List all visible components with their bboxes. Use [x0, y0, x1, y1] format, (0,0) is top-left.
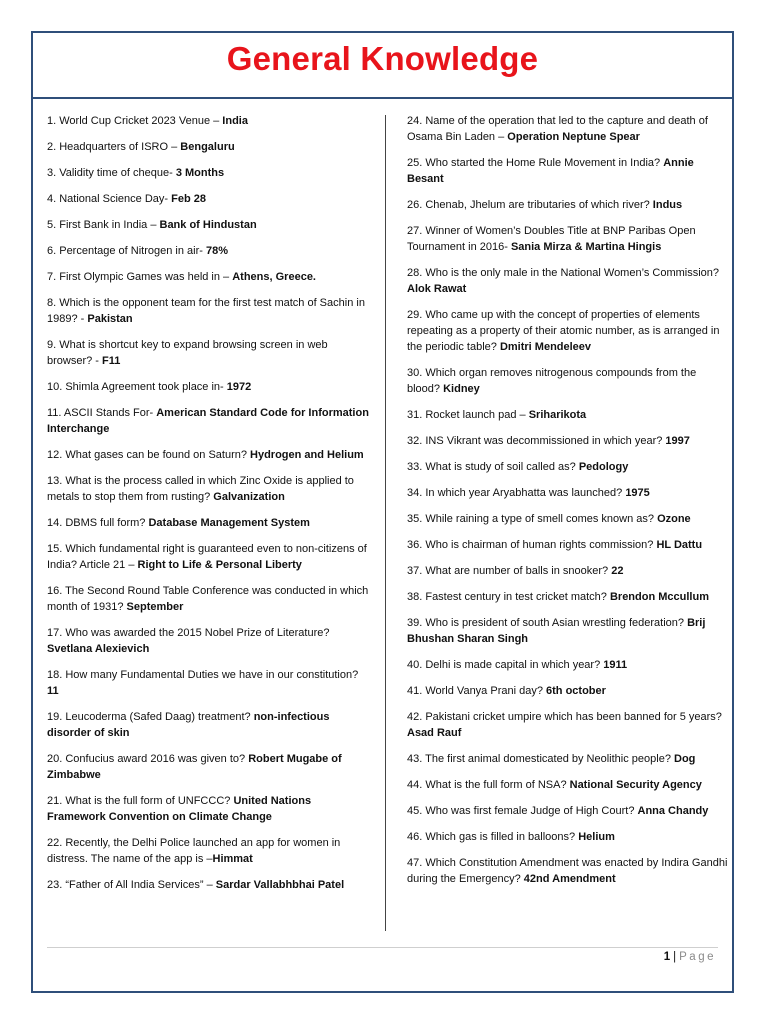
question-item	[407, 223, 729, 255]
question-text: 2. Headquarters of ISRO –	[47, 141, 181, 153]
question-text: 43. The first animal domesticated by Neolithic people?	[407, 753, 674, 765]
question-item	[47, 295, 369, 327]
answer-text: National Security Agency	[569, 779, 702, 791]
footer-rule	[47, 947, 718, 948]
question-text: 36. Who is chairman of human rights commission?	[407, 539, 657, 551]
question-item	[407, 589, 729, 605]
question-item	[407, 459, 729, 475]
question-text: 13. What is the process called in which Zinc Oxide is applied to metals to stop them from rusting?	[47, 475, 354, 503]
question-text: 15. Which fundamental right is guaranteed even to non-citizens of India? Article 21 –	[47, 543, 367, 571]
question-item	[407, 709, 729, 741]
question-item	[47, 191, 369, 207]
question-text: 8. Which is the opponent team for the first test match of Sachin in 1989? -	[47, 297, 365, 325]
question-text: 34. In which year Aryabhatta was launched?	[407, 487, 626, 499]
question-item	[407, 777, 729, 793]
answer-text: American Standard Code for Information Interchange	[47, 407, 369, 435]
question-item	[407, 433, 729, 449]
question-item	[407, 751, 729, 767]
question-text: 38. Fastest century in test cricket match?	[407, 591, 610, 603]
question-item	[47, 113, 369, 129]
question-text: 21. What is the full form of UNFCCC?	[47, 795, 234, 807]
footer-separator: |	[673, 951, 677, 963]
question-item	[47, 405, 369, 437]
question-text: 18. How many Fundamental Duties we have in our constitution?	[47, 669, 359, 681]
answer-text: 11	[47, 685, 59, 697]
question-item	[47, 269, 369, 285]
answer-text: F11	[102, 355, 121, 367]
question-text: 29. Who came up with the concept of properties of elements repeating as a property of their atomic number, as is arranged in the periodic table?	[407, 309, 720, 353]
question-text: 17. Who was awarded the 2015 Nobel Prize of Literature?	[47, 627, 330, 639]
question-item	[407, 511, 729, 527]
question-text: 7. First Olympic Games was held in –	[47, 271, 233, 283]
question-text: 11. ASCII Stands For-	[47, 407, 157, 419]
question-item	[407, 803, 729, 819]
question-text: 5. First Bank in India –	[47, 219, 160, 231]
question-text: 10. Shimla Agreement took place in-	[47, 381, 227, 393]
answer-text: Pedology	[578, 461, 629, 473]
question-item	[47, 165, 369, 181]
answer-text: 42nd Amendment	[523, 873, 616, 885]
question-text: 40. Delhi is made capital in which year?	[407, 659, 604, 671]
question-item	[407, 657, 729, 673]
answer-text: Brendon Mccullum	[609, 591, 709, 603]
question-item	[407, 537, 729, 553]
answer-text: Feb 28	[171, 193, 206, 205]
question-item	[407, 307, 729, 355]
answer-text: Asad Rauf	[407, 727, 462, 739]
column-divider	[385, 115, 386, 931]
page-title: General Knowledge	[226, 40, 539, 77]
question-text: 35. While raining a type of smell comes known as?	[407, 513, 658, 525]
question-text: 45. Who was first female Judge of High Court?	[407, 805, 638, 817]
answer-text: Helium	[578, 831, 615, 843]
answer-text: 1997	[665, 435, 690, 447]
question-text: 44. What is the full form of NSA?	[407, 779, 570, 791]
question-text: 30. Which organ removes nitrogenous compounds from the blood?	[407, 367, 697, 395]
answer-text: 1911	[603, 659, 628, 671]
answer-text: September	[126, 601, 184, 613]
question-text: 28. Who is the only male in the National Women’s Commission?	[407, 267, 720, 279]
question-item	[47, 515, 369, 531]
answer-text: 1975	[625, 487, 650, 499]
question-text: 33. What is study of soil called as?	[407, 461, 579, 473]
answer-text: Anna Chandy	[637, 805, 709, 817]
page-number: 1	[663, 951, 671, 963]
answer-text: Athens, Greece.	[232, 271, 316, 283]
question-item	[47, 877, 369, 893]
answer-text: Bank of Hindustan	[159, 219, 257, 231]
question-item	[47, 217, 369, 233]
question-text: 31. Rocket launch pad –	[407, 409, 529, 421]
answer-text: Pakistan	[87, 313, 133, 325]
question-item	[407, 683, 729, 699]
answer-text: Dmitri Mendeleev	[499, 341, 592, 353]
question-text: 26. Chenab, Jhelum are tributaries of which river?	[407, 199, 653, 211]
answer-text: Sriharikota	[528, 409, 587, 421]
question-text: 41. World Vanya Prani day?	[407, 685, 547, 697]
question-text: 3. Validity time of cheque-	[47, 167, 176, 179]
question-item	[407, 197, 729, 213]
left-column	[47, 113, 369, 903]
question-text: 1. World Cup Cricket 2023 Venue –	[47, 115, 223, 127]
question-item	[407, 485, 729, 501]
answer-text: HL Dattu	[656, 539, 703, 551]
question-text: 24. Name of the operation that led to the capture and death of Osama Bin Laden –	[407, 115, 708, 143]
question-text: 16. The Second Round Table Conference was conducted in which month of 1931?	[47, 585, 369, 613]
question-item	[47, 139, 369, 155]
right-column	[407, 113, 729, 897]
question-item	[47, 625, 369, 657]
question-text: 25. Who started the Home Rule Movement in India?	[407, 157, 664, 169]
answer-text: Alok Rawat	[407, 283, 467, 295]
question-text: 27. Winner of Women’s Doubles Title at BNP Paribas Open Tournament in 2016-	[407, 225, 696, 253]
question-text: 12. What gases can be found on Saturn?	[47, 449, 251, 461]
question-item	[47, 541, 369, 573]
answer-text: Right to Life & Personal Liberty	[137, 559, 302, 571]
question-text: 23. “Father of All India Services” –	[47, 879, 216, 891]
answer-text: United Nations Framework Convention on Climate Change	[47, 795, 312, 823]
page-word: Page	[679, 951, 716, 963]
question-text: 6. Percentage of Nitrogen in air-	[47, 245, 206, 257]
answer-text: Kidney	[443, 383, 480, 395]
answer-text: India	[222, 115, 248, 127]
answer-text: Hydrogen and Helium	[250, 449, 364, 461]
answer-text: Sania Mirza & Martina Hingis	[510, 241, 662, 253]
answer-text: Annie Besant	[407, 157, 694, 185]
question-item	[47, 379, 369, 395]
question-text: 22. Recently, the Delhi Police launched an app for women in distress. The name of the app is –	[47, 837, 341, 865]
question-item	[407, 563, 729, 579]
answer-text: Operation Neptune Spear	[507, 131, 640, 143]
answer-text: 3 Months	[175, 167, 225, 179]
question-item	[407, 615, 729, 647]
page-frame	[31, 31, 734, 993]
question-item	[47, 751, 369, 783]
question-item	[407, 365, 729, 397]
page-footer	[664, 951, 716, 963]
question-text: 47. Which Constitution Amendment was enacted by Indira Gandhi during the Emergency?	[407, 857, 728, 885]
question-item	[47, 473, 369, 505]
answer-text: Database Management System	[148, 517, 310, 529]
question-text: 4. National Science Day-	[47, 193, 172, 205]
question-item	[47, 583, 369, 615]
question-item	[407, 113, 729, 145]
answer-text: Himmat	[212, 853, 253, 865]
answer-text: Robert Mugabe of Zimbabwe	[47, 753, 342, 781]
answer-text: non-infectious disorder of skin	[47, 711, 330, 739]
question-item	[407, 407, 729, 423]
question-text: 19. Leucoderma (Safed Daag) treatment?	[47, 711, 254, 723]
answer-text: Ozone	[657, 513, 691, 525]
question-item	[407, 265, 729, 297]
question-item	[407, 855, 729, 887]
question-text: 20. Confucius award 2016 was given to?	[47, 753, 249, 765]
answer-text: Sardar Vallabhbhai Patel	[215, 879, 345, 891]
answer-text: 1972	[226, 381, 252, 393]
question-item	[47, 243, 369, 259]
question-text: 37. What are number of balls in snooker?	[407, 565, 612, 577]
question-text: 46. Which gas is filled in balloons?	[407, 831, 579, 843]
question-item	[47, 793, 369, 825]
answer-text: Bengaluru	[180, 141, 235, 153]
answer-text: Indus	[652, 199, 683, 211]
answer-text: 78%	[205, 245, 229, 257]
question-text: 14. DBMS full form?	[47, 517, 149, 529]
answer-text: 6th october	[546, 685, 606, 697]
question-text: 42. Pakistani cricket umpire which has been banned for 5 years?	[407, 711, 722, 723]
answer-text: Dog	[674, 753, 696, 765]
answer-text: Galvanization	[213, 491, 285, 503]
question-item	[47, 667, 369, 699]
question-text: 9. What is shortcut key to expand browsing screen in web browser? -	[47, 339, 328, 367]
question-text: 39. Who is president of south Asian wrestling federation?	[407, 617, 688, 629]
question-item	[47, 709, 369, 741]
answer-text: Brij Bhushan Sharan Singh	[407, 617, 706, 645]
title-box	[33, 33, 732, 99]
answer-text: Svetlana Alexievich	[47, 643, 150, 655]
question-item	[47, 835, 369, 867]
answer-text: 22	[611, 565, 624, 577]
question-item	[407, 155, 729, 187]
question-item	[407, 829, 729, 845]
question-text: 32. INS Vikrant was decommissioned in which year?	[407, 435, 666, 447]
question-item	[47, 447, 369, 463]
question-item	[47, 337, 369, 369]
